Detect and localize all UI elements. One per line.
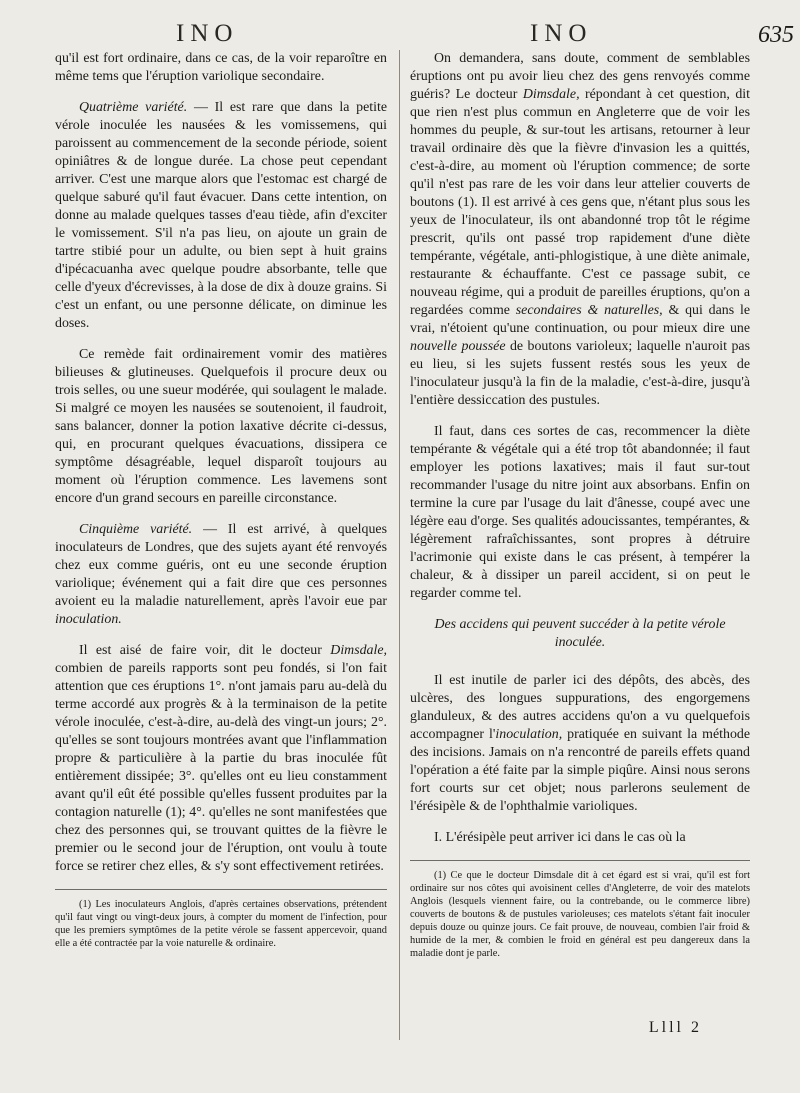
paragraph: On demandera, sans doute, comment de semblables éruptions ont pu avoir lieu chez des gens renvoyés comme guéris? Le docteur Dimsdale, répondant à cet question, dit que rien n'est plus commun en Angleterre que de voir les hommes du peuple, & sur-tout les artisans, retourner à leur travail ordinaire dès que la fièvre d'invasion les a quittés, c'est-à-dire, au moment où l'éruption commence; de sorte qu'il n'est pas rare de les voir dans leur attelier couverts de boutons (1). Il est arrivé à ces gens que, n'étant plus sous les yeux de l'inoculateur, ils ont abandonné trop tôt le régime prescrit, qu'ils ont passé trop rapidement d'une diète tempérante, végétale, anti-phlogistique, à une diète animale, restaurante & échauffante. C'est ce passage subit, ce nouveau régime, qui a produit de pareilles éruptions, qu'on a regardées comme secondaires & naturelles, & qui dans le vrai, n'étoient qu'une continuation, ou pour mieux dire une nouvelle poussée de boutons varioleux; laquelle n'auroit pas eu lieu, si les sujets fussent restés sous les yeux de l'inoculateur jusqu'à la fin de la maladie, c'est-à-dire, jusqu'à l'entière dessiccation des pustules. [410, 51, 750, 408]
paragraph: Cinquième variété. — Il est arrivé, à quelques inoculateurs de Londres, que des sujets ayant été renvoyés chez eux comme guéris, ont eu une seconde éruption variolique; événement qui a fait dire que ces personnes avoient eu la maladie naturellement, après l'avoir eue par inoculation. [55, 522, 388, 627]
footnote-rule [55, 889, 387, 890]
paragraph: Il est inutile de parler ici des dépôts, des abcès, des ulcères, des longues suppurations, des engorgemens glanduleux, & des autres accidens qu'on a vu quelquefois accompagner l'inoculation, pratiquée en suivant la méthode des incisions. Jamais on n'a rencontré de pareils effets quand l'opération a été faite par la simple piqûre. Ainsi nous serons fort courts sur cet objet; nous parlerons seulement de l'érésipèle & de l'ophthalmie varioliques. [410, 673, 750, 814]
paragraph: qu'il est fort ordinaire, dans ce cas, de la voir reparoître en même tems que l'éruption variolique secondaire. [55, 51, 387, 84]
signature-mark: Llll 2 [648, 1019, 702, 1036]
running-head-left: INO [176, 20, 239, 47]
variety-label: Cinquième variété. [79, 522, 193, 537]
left-column [55, 50, 387, 963]
variety-label: Quatrième variété. [79, 100, 188, 115]
section-heading: Des accidens qui peuvent succéder à la petite vérole inoculée. [434, 617, 726, 650]
footnote: (1) Ce que le docteur Dimsdale dit à cet égard est si vrai, qu'il est fort ordinaire sur nos côtes qui avoisinent celles d'Angleterre, de voir des matelots Anglois (lesquels viennent faire, ou la contrebande, ou le commerce libre) couverts de boutons & de pustules varioleuses; ces matelots s'étant fait inoculer depuis douze ou quinze jours. Ce fait prouve, de nouveau, combien l'air froid & humide de la mer, & combien le froid en général est peu dangereux dans la maladie dont je parle. [410, 870, 750, 959]
column-divider [399, 50, 400, 1040]
paragraph: I. L'érésipèle peut arriver ici dans le cas où la [434, 830, 686, 845]
page-number: 635 [758, 22, 794, 48]
paragraph: Il est aisé de faire voir, dit le docteur Dimsdale, combien de pareils rapports sont peu fondés, si l'on fait attention que ces éruptions 1°. n'ont jamais paru au-delà du terme accordé aux progrès & à la terminaison de la petite vérole inoculée, c'est-à-dire, au-delà des vingt-un jours; 2°. qu'elles se sont toujours montrées avant que l'inflammation propre & particulière à la partie du bras inoculée fût entièrement dissipée; 3°. qu'elles ont eu lieu constamment avant qu'il eût été possible qu'elles fussent produites par la contagion naturelle (1); 4°. qu'elles ne sont manifestées que chez des personnes qui, se trouvant quittes de la fièvre le premier ou le second jour de l'éruption, ont voulu à toute force se retirer chez elles, & s'y sont effectivement retirées. [55, 643, 387, 874]
footnote-rule [410, 860, 750, 861]
footnote: (1) Les inoculateurs Anglois, d'après certaines observations, prétendent qu'il faut vingt ou vingt-deux jours, à compter du moment de l'infection, pour que les premiers symptômes de la petite vérole se fassent appercevoir, quand elle a été contractée par la voie naturelle & ordinaire. [55, 899, 387, 949]
paragraph: Il faut, dans ces sortes de cas, recommencer la diète tempérante & végétale qui a été trop tôt abandonnée; il faut employer les potions laxatives; mais il faut sur-tout recommander l'usage du nitre joint aux absorbans. Enfin on termine la cure par l'usage du lait d'ânesse, coupé avec une légère eau d'orge. Ses qualités adoucissantes, tempérantes, & légèrement rafraîchissantes, sont propres à détruire l'acrimonie qui existe dans le cas présent, à tempérer la chaleur, & à dissiper un pareil accident, si on peut le regarder comme tel. [410, 424, 750, 601]
paragraph: Quatrième variété. — Il est rare que dans la petite vérole inoculée les nausées & les vomissemens, qui paroissent au commencement de la seconde période, soient opiniâtres & de longue durée. La chose peut cependant arriver. C'est une marque alors que l'estomac est chargé de quelque saburé qu'il faut évacuer. Dans cette intention, on donne au malade quelques tasses d'eau tiède, afin d'exciter le vomissement. S'il n'a pas lieu, on ajoute un grain de tartre stibié pour un adulte, ou bien sept à huit grains d'ipécacuanha avec quelque poudre absorbante, telle que celle d'yeux d'écrevisses, à la dose de dix à douze grains. Si c'est un enfant, ou une personne délicate, on diminue les doses. [55, 100, 387, 331]
author-name: Dimsdale, [330, 643, 387, 658]
paragraph: Ce remède fait ordinairement vomir des matières bilieuses & glutineuses. Quelquefois il procure deux ou trois selles, ou une sueur modérée, qui soulagent le malade. Si malgré ce moyen les nausées se soutenoient, il faudroit, sans balancer, donner la potion laxative décrite ci-dessus, qui, en procurant quelques évacuations, dissipera ce symptôme désagréable, lequel disparoît toujours au moment où l'éruption commence. Les lavemens sont encore d'un grand secours en pareille circonstance. [55, 347, 387, 506]
running-head-right: INO [530, 20, 593, 47]
right-column [410, 50, 750, 973]
author-name: Dimsdale, [522, 87, 580, 102]
